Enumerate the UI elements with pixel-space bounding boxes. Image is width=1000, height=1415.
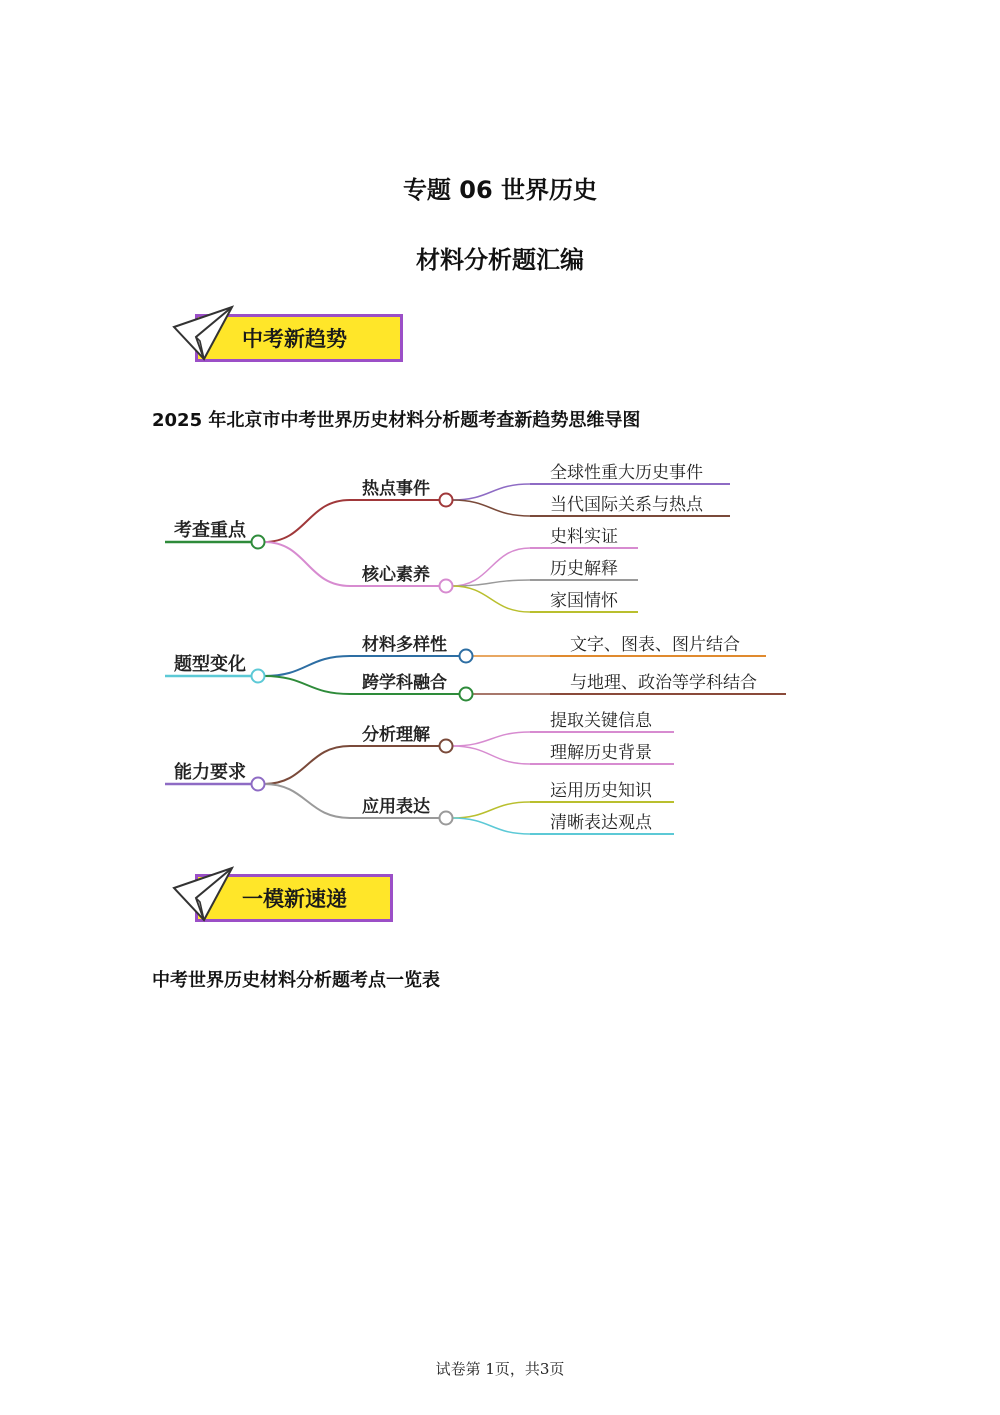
child-node xyxy=(460,688,473,701)
child-node xyxy=(440,494,453,507)
section-banner-mock xyxy=(170,866,400,928)
child-label: 材料多样性 xyxy=(362,635,447,655)
paper-plane-icon xyxy=(170,866,240,924)
child-connector xyxy=(264,746,350,784)
leaf-connector xyxy=(452,818,530,834)
leaf-label: 历史解释 xyxy=(550,559,618,579)
banner-label: 中考新趋势 xyxy=(242,327,347,351)
branch-node xyxy=(252,778,265,791)
section-heading-trend: 2025 年北京市中考世界历史材料分析题考查新趋势思维导图 xyxy=(152,410,641,431)
leaf-label: 运用历史知识 xyxy=(550,781,652,801)
branch-node xyxy=(252,670,265,683)
branch-label: 能力要求 xyxy=(174,762,246,783)
leaf-label: 与地理、政治等学科结合 xyxy=(570,673,757,693)
child-label: 核心素养 xyxy=(362,565,430,585)
child-label: 热点事件 xyxy=(362,479,430,499)
leaf-connector xyxy=(452,802,530,818)
section-banner-trend xyxy=(170,305,410,367)
leaf-label: 清晰表达观点 xyxy=(550,813,652,833)
leaf-connector xyxy=(452,732,530,746)
doc-title: 专题 06 世界历史 xyxy=(402,176,598,204)
branch-node xyxy=(252,536,265,549)
page-number: 试卷第 1页，共3页 xyxy=(435,1360,565,1378)
child-connector xyxy=(264,656,350,676)
branch-label: 题型变化 xyxy=(174,654,246,675)
leaf-label: 当代国际关系与热点 xyxy=(550,495,703,515)
leaf-connector xyxy=(452,580,530,586)
leaf-connector xyxy=(452,500,530,516)
leaf-connector xyxy=(452,586,530,612)
section-heading-table: 中考世界历史材料分析题考点一览表 xyxy=(152,970,440,991)
doc-subtitle: 材料分析题汇编 xyxy=(416,246,584,274)
child-connector xyxy=(264,500,350,542)
mind-map xyxy=(160,448,800,848)
child-label: 分析理解 xyxy=(362,725,430,745)
leaf-label: 全球性重大历史事件 xyxy=(550,463,703,483)
banner-label: 一模新速递 xyxy=(242,887,347,911)
paper-plane-icon xyxy=(170,305,240,363)
child-node xyxy=(440,580,453,593)
child-node xyxy=(460,650,473,663)
leaf-connector xyxy=(452,746,530,764)
child-connector xyxy=(264,784,350,818)
branch-label: 考查重点 xyxy=(174,520,246,541)
child-label: 跨学科融合 xyxy=(362,673,447,693)
child-label: 应用表达 xyxy=(362,797,430,817)
leaf-label: 家国情怀 xyxy=(550,591,618,611)
leaf-label: 理解历史背景 xyxy=(550,743,652,763)
leaf-label: 提取关键信息 xyxy=(550,711,652,731)
leaf-label: 文字、图表、图片结合 xyxy=(570,635,740,655)
leaf-label: 史料实证 xyxy=(550,527,618,547)
child-connector xyxy=(264,542,350,586)
child-node xyxy=(440,740,453,753)
child-node xyxy=(440,812,453,825)
child-connector xyxy=(264,676,350,694)
leaf-connector xyxy=(452,484,530,500)
